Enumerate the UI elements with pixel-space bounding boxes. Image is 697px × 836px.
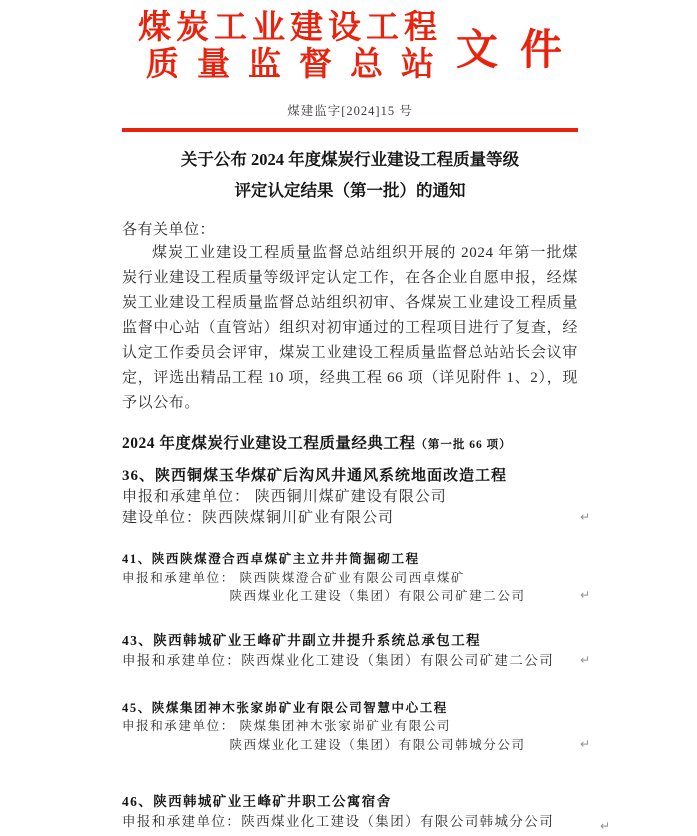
return-mark-icon: ↵ — [599, 819, 610, 833]
project-item-46 — [122, 792, 610, 833]
project-item-36 — [122, 466, 590, 529]
document-type-label: 文件 — [455, 28, 584, 74]
project-declaring-unit: 申报和承建单位： 陕西铜川煤矿建设有限公司 — [122, 489, 447, 505]
project-title: 36、陕西铜煤玉华煤矿后沟风井通风系统地面改造工程 — [122, 468, 508, 484]
project-declaring-unit: 申报和承建单位：陕西煤业化工建设（集团）有限公司矿建二公司 — [122, 652, 555, 668]
return-mark-icon: ↵ — [579, 736, 590, 751]
org-name-line1: 煤炭工业建设工程 — [137, 10, 442, 46]
project-declaring-unit: 申报和承建单位：陕西煤业化工建设（集团）有限公司韩城分公司 — [122, 814, 555, 829]
project-item-45 — [122, 699, 590, 755]
return-mark-icon: ↵ — [579, 510, 590, 524]
project-title: 43、陕西韩城矿业王峰矿井副立井提升系统总承包工程 — [122, 632, 481, 648]
project-title: 45、陕煤集团神木张家峁矿业有限公司智慧中心工程 — [122, 700, 448, 715]
project-declaring-unit-cont: 陕西煤业化工建设（集团）有限公司矿建二公司 — [229, 589, 526, 603]
project-item-43 — [122, 631, 590, 671]
document-number: 煤建监字[2024]15 号 — [287, 104, 413, 118]
project-item-41 — [122, 550, 590, 606]
body-paragraph: 煤炭工业建设工程质量监督总站组织开展的 2024 年第一批煤炭行业建设工程质量等级评定认定工作，在各企业自愿申报，经煤炭工业建设工程质量监督总站组织初审、各煤炭工业建设工程质量监督中心站（直管站）组织对初审通过的工程项目进行了复查，经认定工作委员会评审，煤炭工业建设工程质量监督总站站长会议审定，评选出精品工程 10 项，经典工程 66 项（详见附件 1、2），现予以公布。 — [122, 245, 578, 411]
project-declaring-unit: 申报和承建单位： 陕煤集团神木张家峁矿业有限公司 — [122, 719, 452, 733]
project-title: 46、陕西韩城矿业王峰矿井职工公寓宿舍 — [122, 794, 392, 809]
section-heading-count: （第一批 66 项） — [415, 439, 512, 451]
document-title — [122, 144, 578, 206]
return-mark-icon: ↵ — [579, 588, 590, 602]
red-divider-line — [122, 128, 578, 132]
section-heading — [122, 431, 578, 453]
salutation: 各有关单位： — [122, 222, 216, 238]
org-name-line2: 质量监督总站 — [145, 47, 452, 83]
project-declaring-unit-cont: 陕西煤业化工建设（集团）有限公司韩城分公司 — [229, 737, 526, 752]
issuing-organization — [137, 10, 452, 84]
project-construction-unit: 建设单位：陕西陕煤铜川矿业有限公司 — [122, 510, 395, 526]
letterhead — [122, 10, 584, 84]
project-declaring-unit: 申报和承建单位： 陕西陕煤澄合矿业有限公司西卓煤矿 — [122, 570, 466, 585]
document-title-line2: 评定认定结果（第一批）的通知 — [234, 181, 466, 200]
document-title-line1: 关于公布 2024 年度煤炭行业建设工程质量等级 — [180, 150, 520, 169]
project-title: 41、陕西陕煤澄合西卓煤矿主立井井筒掘砌工程 — [122, 552, 420, 566]
return-mark-icon: ↵ — [579, 652, 590, 667]
section-heading-main: 2024 年度煤炭行业建设工程质量经典工程 — [122, 435, 416, 452]
